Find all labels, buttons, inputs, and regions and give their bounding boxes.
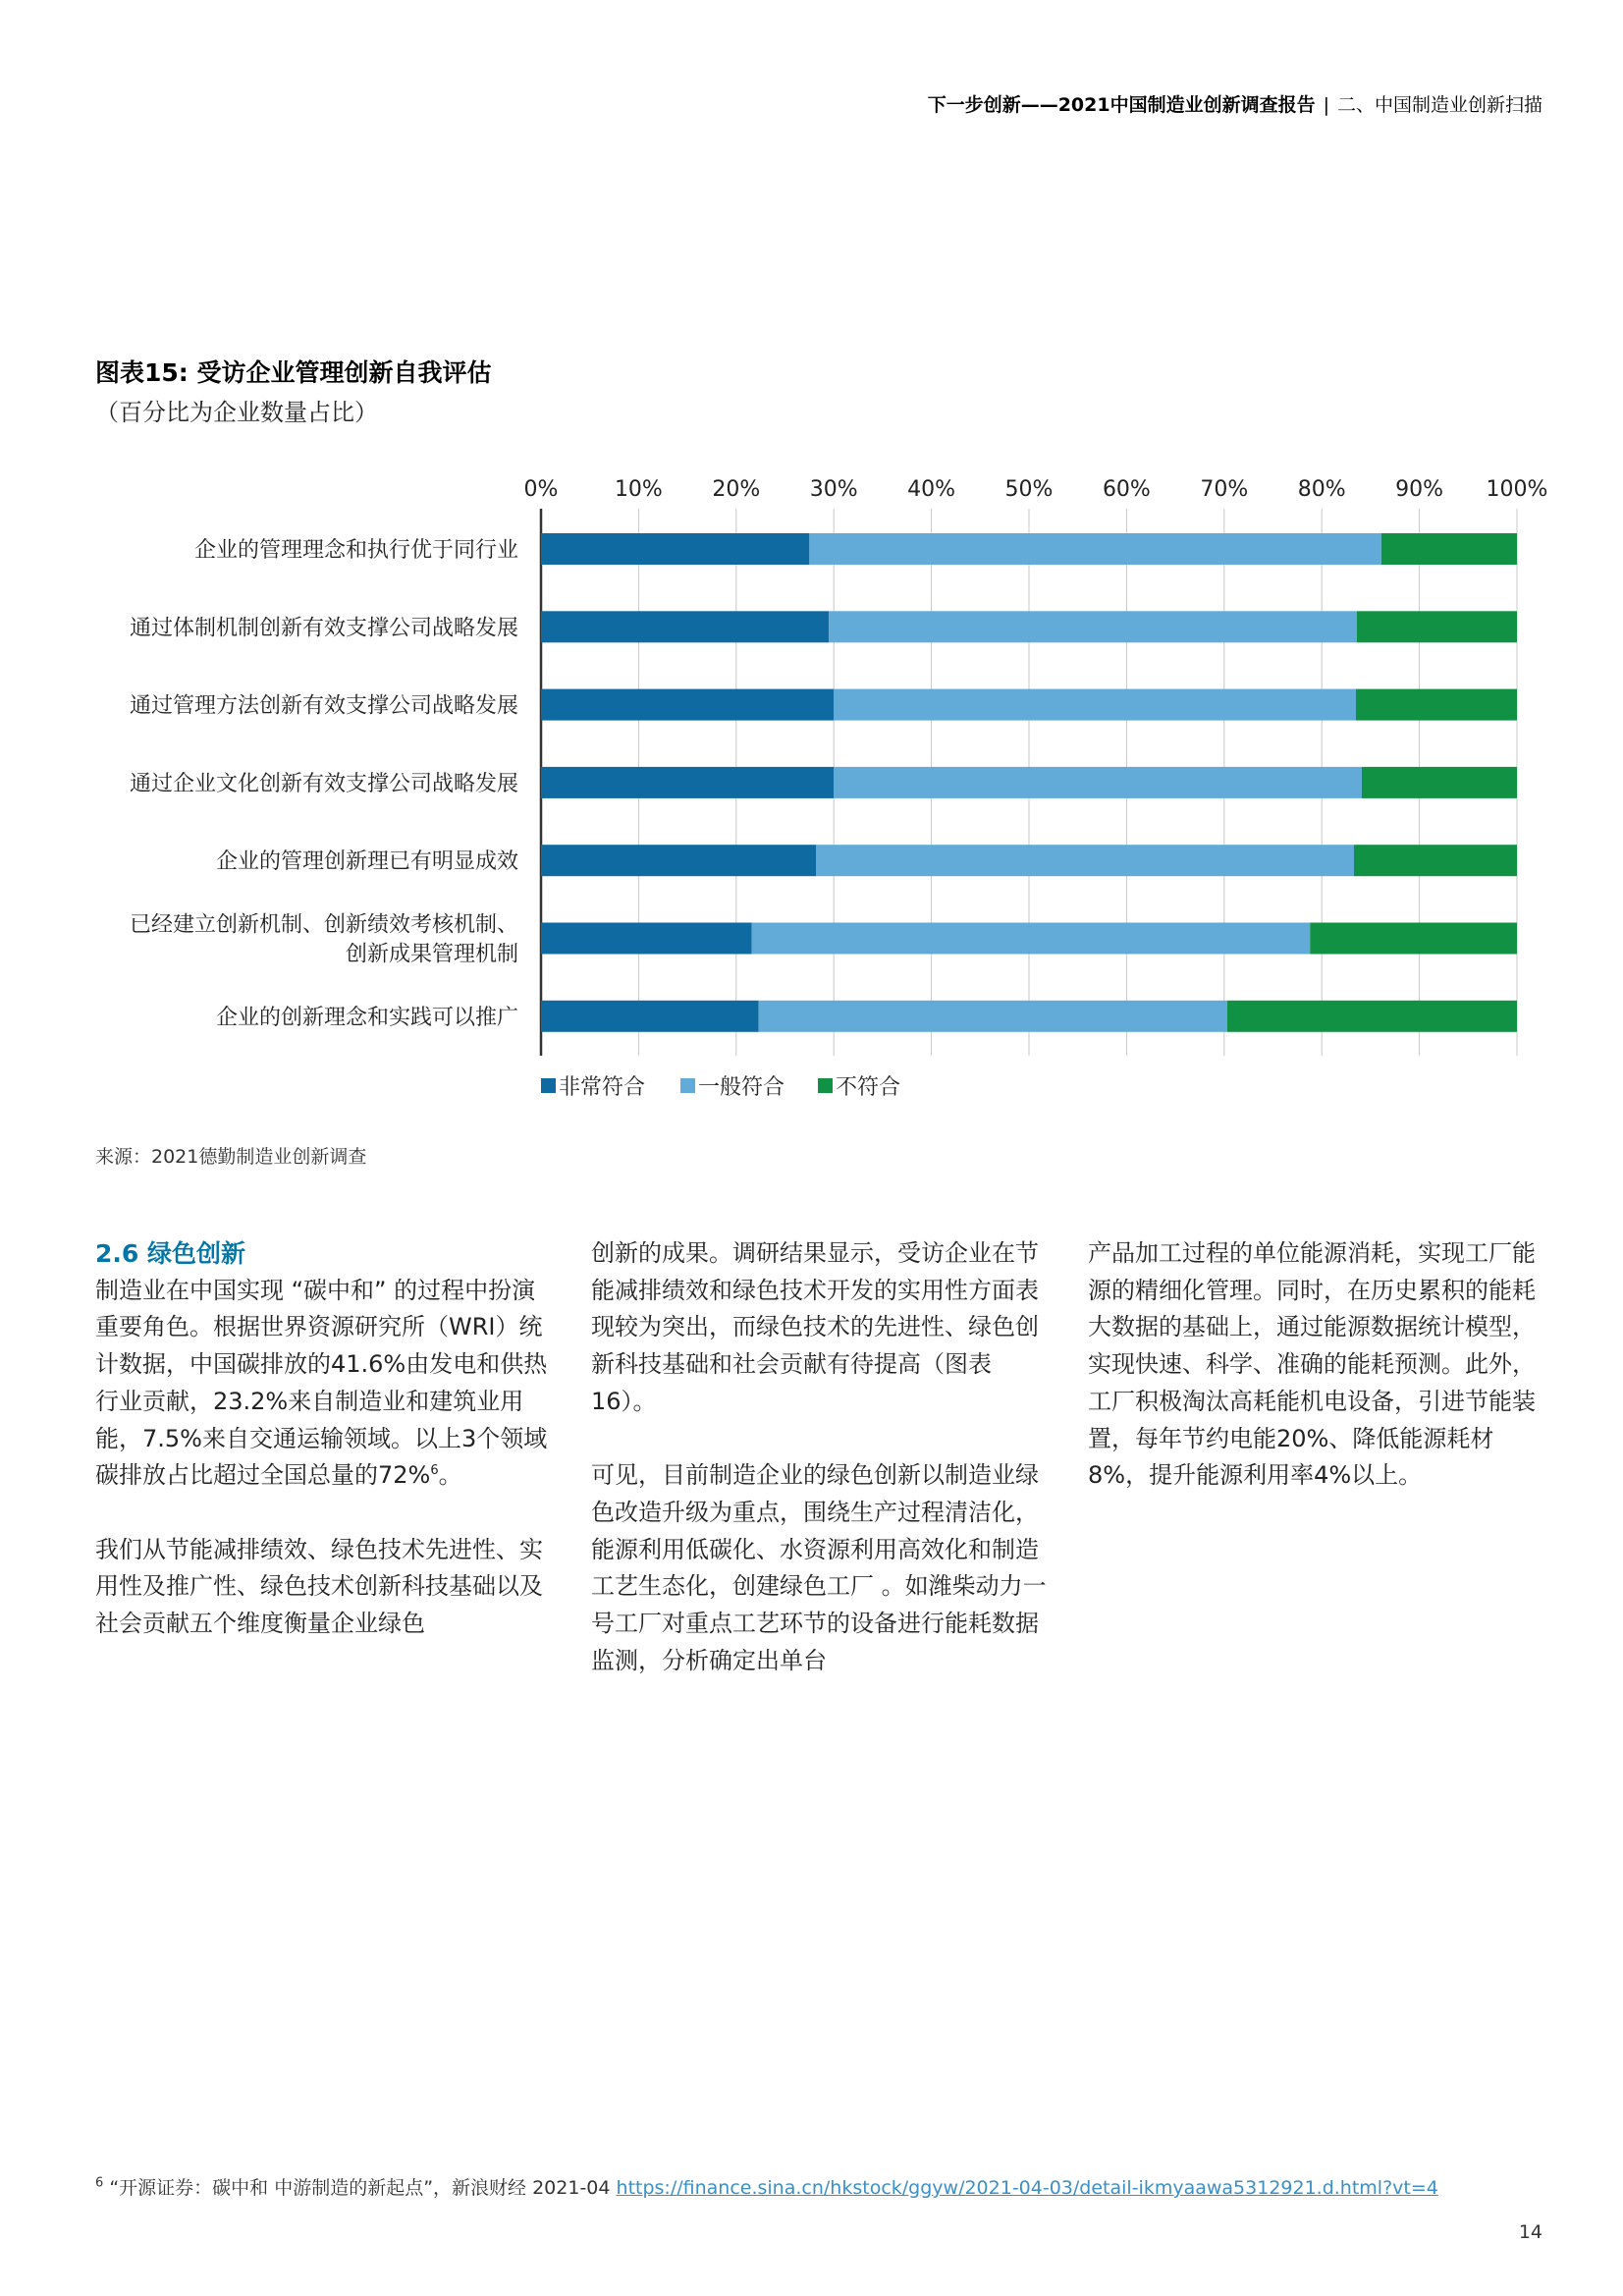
bar-segment [752, 923, 1311, 955]
bar-segment [1310, 923, 1517, 955]
bar-segment [829, 611, 1357, 642]
category-label: 企业的管理创新理已有明显成效 [215, 849, 518, 875]
bar-segment [1357, 611, 1517, 642]
bar-segment [541, 845, 816, 876]
category-label: 企业的创新理念和实践可以推广 [215, 1005, 518, 1030]
report-title: 下一步创新——2021中国制造业创新调查报告 [927, 94, 1316, 116]
footnote-text: “开源证券：碳中和 中游制造的新起点”，新浪财经 2021-04 [109, 2177, 617, 2199]
category-label: 企业的管理理念和执行优于同行业 [193, 538, 518, 563]
page-number: 14 [1518, 2221, 1542, 2243]
x-tick-label: 80% [1297, 477, 1346, 502]
bar-segment [1354, 845, 1517, 876]
bar-segment [541, 611, 829, 642]
bar-segment [541, 533, 809, 565]
x-tick-label: 10% [614, 477, 663, 502]
text-column-1 [95, 1235, 552, 1679]
footnote-marker: 6 [95, 2175, 104, 2191]
bar-segment [809, 533, 1380, 565]
footnote-ref: 6 [430, 1463, 439, 1479]
legend-label: 不符合 [836, 1075, 901, 1100]
chart-title: 图表15: 受访企业管理创新自我评估 [95, 358, 492, 387]
bar-segment [759, 1001, 1227, 1032]
bar-segment [834, 767, 1362, 798]
header-separator: | [1323, 94, 1329, 116]
x-tick-label: 30% [809, 477, 858, 502]
bar-segment [1362, 767, 1517, 798]
paragraph-4: 可见，目前制造企业的绿色创新以制造业绿色改造升级为重点，围绕生产过程清洁化，能源利用低碳化、水资源利用高效化和制造工艺生态化，创建绿色工厂 。如潍柴动力一号工厂对重点工艺环节的设备进行能耗数据监测，分析确定出单台 [591, 1461, 1047, 1674]
bar-segment [816, 845, 1354, 876]
legend-label: 一般符合 [698, 1075, 785, 1100]
paragraph-5: 产品加工过程的单位能源消耗，实现工厂能源的精细化管理。同时，在历史累积的能耗大数据的基础上，通过能源数据统计模型，实现快速、科学、准确的能耗预测。此外，工厂积极淘汰高耗能机电设备，引进节能装置，每年节约电能20%、降低能源耗材8%，提升能源利用率4%以上。 [1088, 1239, 1536, 1490]
legend-swatch [818, 1078, 833, 1093]
text-column-2 [591, 1235, 1053, 1717]
x-tick-label: 90% [1395, 477, 1444, 502]
x-tick-label: 40% [907, 477, 956, 502]
bar-segment [1356, 689, 1517, 721]
x-tick-label: 50% [1004, 477, 1054, 502]
section-name: 二、中国制造业创新扫描 [1336, 94, 1542, 116]
section-heading: 2.6 绿色创新 [95, 1239, 245, 1268]
bar-segment [1381, 533, 1517, 565]
text-column-3 [1088, 1235, 1549, 1532]
paragraph-1: 制造业在中国实现 “碳中和” 的过程中扮演重要角色。根据世界资源研究所（WRI）统计数据，中国碳排放的41.6%由发电和供热行业贡献，23.2%来自制造业和建筑业用能，7.5%来自交通运输领域。以上3个领域碳排放占比超过全国总量的72%$^6$。 [95, 1276, 548, 1490]
chart-subtitle: （百分比为企业数量占比） [95, 399, 378, 426]
bar-segment [1227, 1001, 1517, 1032]
x-tick-label: 20% [712, 477, 761, 502]
x-tick-label: 60% [1102, 477, 1151, 502]
category-label: 通过企业文化创新有效支撑公司战略发展 [129, 771, 518, 796]
bar-segment [541, 923, 752, 955]
legend-swatch [541, 1078, 556, 1093]
paragraph-3: 创新的成果。调研结果显示，受访企业在节能减排绩效和绿色技术开发的实用性方面表现较为突出，而绿色技术的先进性、绿色创新科技基础和社会贡献有待提高（图表16）。 [591, 1239, 1039, 1415]
category-label: 创新成果管理机制 [345, 942, 518, 967]
paragraph-2: 我们从节能减排绩效、绿色技术先进性、实用性及推广性、绿色技术创新科技基础以及社会贡献五个维度衡量企业绿色 [95, 1535, 543, 1638]
bar-segment [541, 1001, 759, 1032]
chart-source: 来源：2021德勤制造业创新调查 [95, 1146, 367, 1168]
category-label: 已经建立创新机制、创新绩效考核机制、 [129, 912, 518, 938]
bar-segment [834, 689, 1356, 721]
bar-segment [541, 767, 834, 798]
footnote [95, 2173, 1438, 2200]
footnote-link[interactable]: https://finance.sina.cn/hkstock/ggyw/2021-04-03/detail-ikmyaawa5312921.d.html?vt=4 [616, 2177, 1438, 2199]
x-tick-label: 70% [1200, 477, 1249, 502]
category-label: 通过体制机制创新有效支撑公司战略发展 [129, 616, 518, 641]
x-tick-label: 100% [1486, 477, 1548, 502]
bar-segment [541, 689, 834, 721]
x-tick-label: 0% [523, 477, 559, 502]
legend-label: 非常符合 [559, 1075, 646, 1100]
category-label: 通过管理方法创新有效支撑公司战略发展 [129, 693, 518, 719]
stacked-bar-chart [0, 0, 1623, 1120]
legend-swatch [680, 1078, 695, 1093]
